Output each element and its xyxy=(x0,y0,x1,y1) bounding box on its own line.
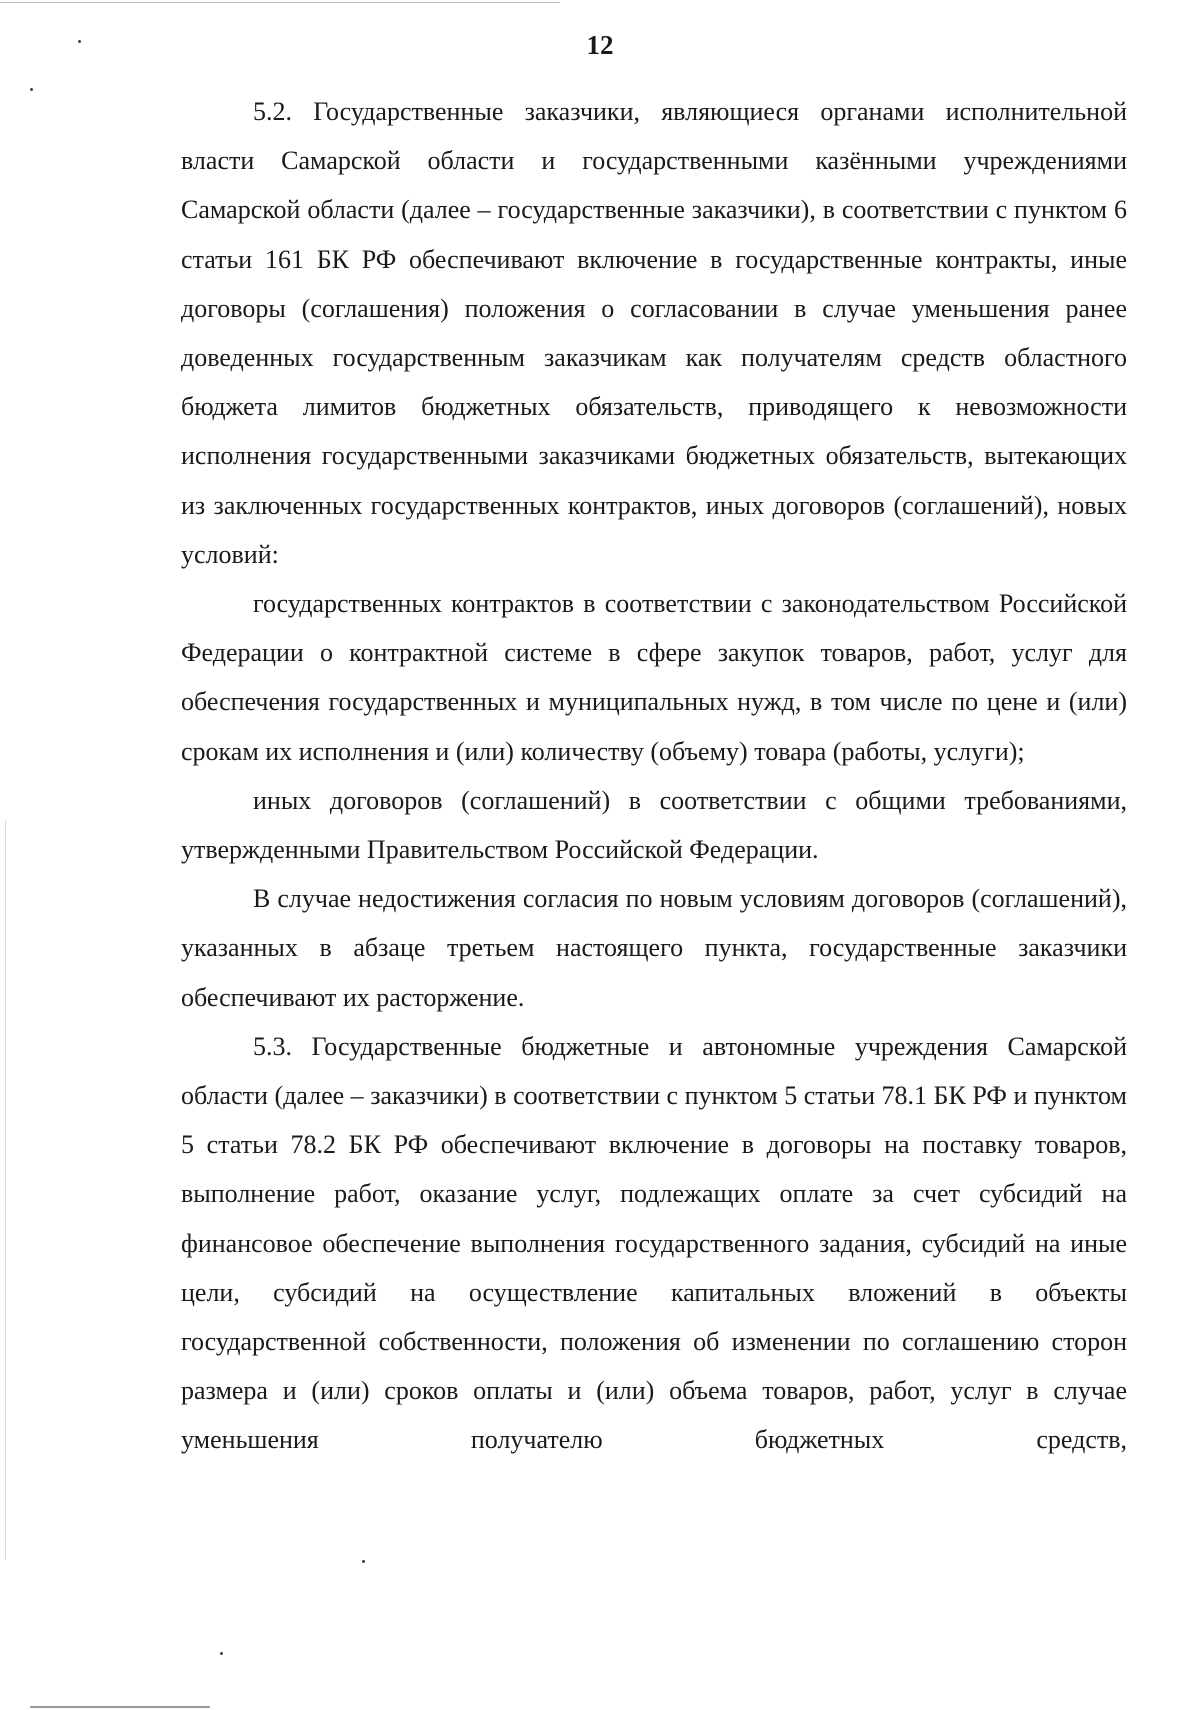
paragraph-5-2: 5.2. Государственные заказчики, являющиеся органами исполнительной власти Самарской области и государственными казёнными учреждениями Самарской области (далее – государственные заказчики), в соответствии с пунктом 6 статьи 161 БК РФ обеспечивают включение в государственные контракты, иные договоры (соглашения) положения о согласовании в случае уменьшения ранее доведенных государственным заказчикам как получателям средств областного бюджета лимитов бюджетных обязательств, приводящего к невозможности исполнения государственными заказчиками бюджетных обязательств, вытекающих из заключенных государственных контрактов, иных договоров (соглашений), новых условий: xyxy=(181,97,1127,569)
scan-edge-top xyxy=(0,2,560,3)
paragraph-termination: В случае недостижения согласия по новым условиям договоров (соглашений), указанных в абзаце третьем настоящего пункта, государственные заказчики обеспечивают их расторжение. xyxy=(181,884,1127,1012)
page-number: 12 xyxy=(586,30,614,60)
document-body xyxy=(181,87,1127,1465)
paragraph-state-contracts: государственных контрактов в соответствии с законодательством Российской Федерации о контрактной системе в сфере закупок товаров, работ, услуг для обеспечения государственных и муниципальных нужд, в том числе по цене и (или) срокам их исполнения и (или) количеству (объему) товара (работы, услуги); xyxy=(181,589,1127,766)
paragraph-other-agreements: иных договоров (соглашений) в соответствии с общими требованиями, утвержденными Правительством Российской Федерации. xyxy=(181,785,1127,865)
scan-edge-left xyxy=(5,820,6,1560)
scan-speck xyxy=(362,1560,365,1563)
scan-speck xyxy=(30,88,33,91)
scan-speck xyxy=(220,1652,223,1655)
paragraph-5-3: 5.3. Государственные бюджетные и автономные учреждения Самарской области (далее – заказчики) в соответствии с пунктом 5 статьи 78.1 БК РФ и пунктом 5 статьи 78.2 БК РФ обеспечивают включение в договоры на поставку товаров, выполнение работ, оказание услуг, подлежащих оплате за счет субсидий на финансовое обеспечение выполнения государственного задания, субсидий на иные цели, субсидий на осуществление капитальных вложений в объекты государственной собственности, положения об изменении по соглашению сторон размера и (или) сроков оплаты и (или) объема товаров, работ, услуг в случае уменьшения получателю бюджетных средств, xyxy=(181,1031,1127,1455)
scan-edge-bottom xyxy=(30,1706,210,1708)
